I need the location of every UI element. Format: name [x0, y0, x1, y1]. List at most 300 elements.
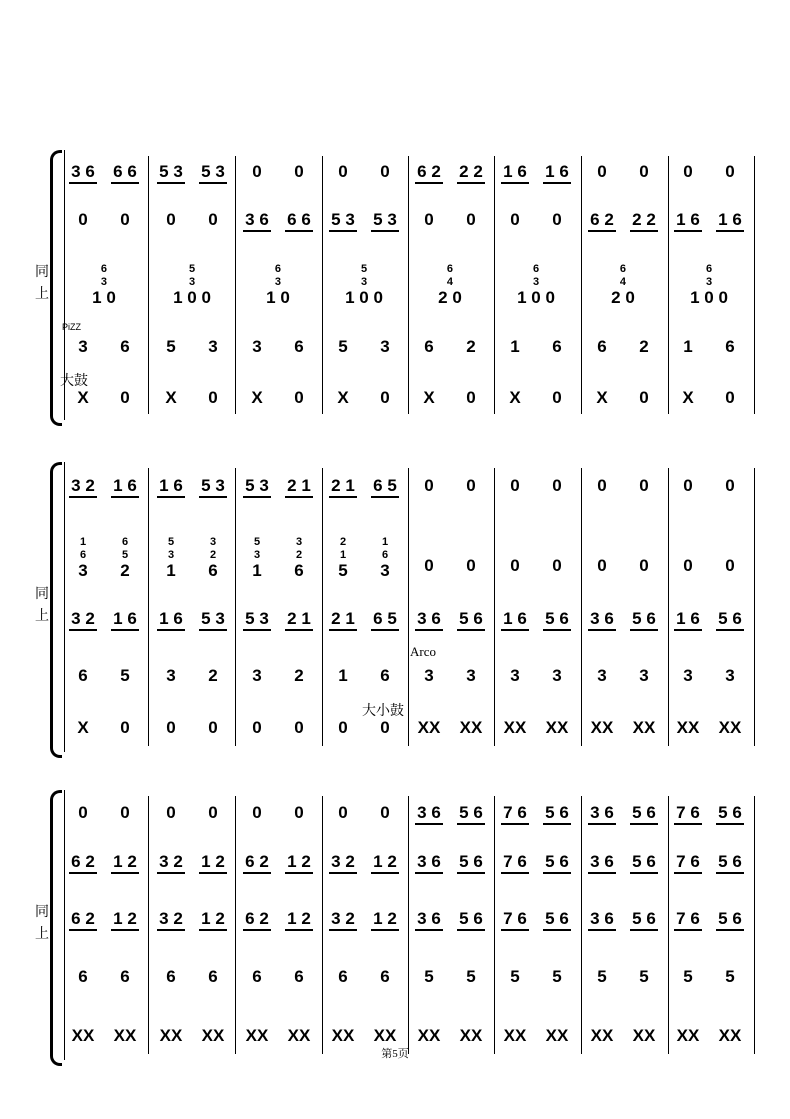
note-group: 3 — [597, 666, 607, 685]
note-group: 1 6 — [113, 476, 137, 495]
note-group: 1 2 — [201, 909, 225, 928]
chord-note: 3 — [380, 561, 390, 580]
barline — [235, 796, 236, 1054]
chord-stack — [266, 263, 290, 307]
beam-underline — [716, 629, 744, 631]
note-group: 5 3 — [331, 210, 355, 229]
note-group: 6 — [294, 337, 304, 356]
note-group: 3 6 — [417, 909, 441, 928]
note-group: 1 6 — [676, 210, 700, 229]
note-group: XX — [718, 718, 742, 737]
beam-underline — [630, 823, 658, 825]
chord-note: 6 — [619, 263, 627, 275]
note-group: 0 — [510, 476, 520, 495]
note-group: 0 — [252, 162, 262, 181]
beam-underline — [285, 496, 313, 498]
chord-note: 2 0 — [611, 288, 635, 307]
note-group: 0 — [294, 162, 304, 181]
note-group: XX — [590, 1026, 614, 1045]
barline — [581, 468, 582, 746]
note-group: 0 — [338, 718, 348, 737]
note-group: 6 — [338, 967, 348, 986]
chord-note: 2 0 — [438, 288, 462, 307]
chord-note: 5 — [188, 263, 196, 275]
note-group: XX — [459, 718, 483, 737]
note-group: 6 — [380, 666, 390, 685]
beam-underline — [415, 929, 443, 931]
beam-underline — [111, 929, 139, 931]
note-group: 1 2 — [287, 852, 311, 871]
note-group: 5 6 — [545, 852, 569, 871]
chord-note: 6 — [100, 263, 108, 275]
chord-note: 5 — [167, 536, 175, 548]
barline — [754, 468, 755, 746]
barline — [148, 468, 149, 746]
arco-marking: Arco — [410, 644, 436, 659]
chord-stack — [611, 263, 635, 307]
note-group: 1 6 — [159, 476, 183, 495]
chord-note: 6 — [294, 561, 304, 580]
chord-note: 3 — [209, 536, 217, 548]
beam-underline — [243, 629, 271, 631]
chord-stack — [438, 263, 462, 307]
note-group: XX — [718, 1026, 742, 1045]
barline — [494, 468, 495, 746]
note-group: 5 6 — [632, 803, 656, 822]
chord-note: 3 — [167, 549, 175, 561]
note-group: 0 — [466, 476, 476, 495]
note-group: X — [251, 388, 263, 407]
note-group: 0 — [639, 162, 649, 181]
instrument-label-char: 同 — [35, 586, 49, 602]
note-group: X — [423, 388, 435, 407]
chord-stack — [120, 536, 129, 580]
beam-underline — [716, 230, 744, 232]
barline — [408, 156, 409, 414]
beam-underline — [69, 872, 97, 874]
note-group: 6 — [120, 967, 130, 986]
beam-underline — [588, 629, 616, 631]
note-group: 2 1 — [331, 609, 355, 628]
note-group: XX — [503, 1026, 527, 1045]
note-group: 0 — [683, 162, 693, 181]
note-group: 3 2 — [159, 852, 183, 871]
beam-underline — [69, 182, 97, 184]
note-group: XX — [503, 718, 527, 737]
note-group: 3 — [510, 666, 520, 685]
beam-underline — [716, 872, 744, 874]
note-group: 1 6 — [503, 609, 527, 628]
system-start-line — [64, 790, 65, 1060]
note-group: X — [77, 388, 89, 407]
note-group: 6 — [380, 967, 390, 986]
chord-note: 1 0 0 — [517, 288, 555, 307]
note-group: 3 2 — [331, 852, 355, 871]
barline — [754, 156, 755, 414]
chord-note: 4 — [619, 276, 627, 288]
note-group: 5 — [424, 967, 434, 986]
beam-underline — [285, 629, 313, 631]
beam-underline — [157, 182, 185, 184]
note-group: X — [596, 388, 608, 407]
note-group: 0 — [639, 556, 649, 575]
barline — [668, 796, 669, 1054]
note-group: 5 — [597, 967, 607, 986]
beam-underline — [111, 629, 139, 631]
barline — [668, 468, 669, 746]
chord-note: 1 0 0 — [345, 288, 383, 307]
beam-underline — [501, 182, 529, 184]
chord-note: 3 — [532, 276, 540, 288]
beam-underline — [457, 182, 485, 184]
beam-underline — [111, 182, 139, 184]
beam-underline — [69, 629, 97, 631]
note-group: 0 — [380, 803, 390, 822]
note-group: 3 — [380, 337, 390, 356]
chord-stack — [690, 263, 728, 307]
beam-underline — [329, 230, 357, 232]
note-group: 7 6 — [676, 852, 700, 871]
note-group: 1 2 — [287, 909, 311, 928]
barline — [494, 796, 495, 1054]
note-group: 6 — [166, 967, 176, 986]
beam-underline — [457, 629, 485, 631]
chord-stack — [92, 263, 116, 307]
beam-underline — [630, 230, 658, 232]
note-group: 0 — [597, 162, 607, 181]
instrument-label-char: 同 — [35, 904, 49, 920]
beam-underline — [674, 230, 702, 232]
note-group: 5 6 — [545, 609, 569, 628]
chord-note: 6 — [79, 549, 87, 561]
instrument-label — [34, 901, 50, 945]
note-group: 3 — [208, 337, 218, 356]
barline — [235, 156, 236, 414]
note-group: 1 2 — [373, 852, 397, 871]
chord-note: 1 — [252, 561, 262, 580]
note-group: 5 3 — [373, 210, 397, 229]
note-group: XX — [632, 718, 656, 737]
note-group: 3 2 — [71, 609, 95, 628]
note-group: XX — [545, 718, 569, 737]
beam-underline — [415, 872, 443, 874]
note-group: XX — [676, 718, 700, 737]
beam-underline — [69, 929, 97, 931]
chord-note: 1 0 — [92, 288, 116, 307]
note-group: 7 6 — [503, 852, 527, 871]
note-group: 1 2 — [113, 852, 137, 871]
note-group: 3 — [252, 337, 262, 356]
beam-underline — [199, 929, 227, 931]
note-group: X — [165, 388, 177, 407]
beam-underline — [199, 629, 227, 631]
beam-underline — [588, 872, 616, 874]
beam-underline — [501, 929, 529, 931]
note-group: 6 — [597, 337, 607, 356]
note-group: 3 — [166, 666, 176, 685]
note-group: 5 6 — [718, 609, 742, 628]
chord-note: 1 0 0 — [173, 288, 211, 307]
note-group: 0 — [120, 718, 130, 737]
page-number: 第5页 — [381, 1048, 409, 1060]
note-group: 0 — [725, 388, 735, 407]
chord-note: 3 — [360, 276, 368, 288]
note-group: 5 6 — [718, 909, 742, 928]
beam-underline — [285, 872, 313, 874]
note-group: 6 — [120, 337, 130, 356]
note-group: 0 — [166, 803, 176, 822]
note-group: 0 — [208, 803, 218, 822]
note-group: 1 6 — [718, 210, 742, 229]
system-brace — [50, 790, 62, 1066]
note-group: 3 6 — [590, 909, 614, 928]
note-group: 3 — [639, 666, 649, 685]
chord-note: 3 — [295, 536, 303, 548]
barline — [408, 468, 409, 746]
note-group: 3 2 — [331, 909, 355, 928]
note-group: 5 6 — [459, 609, 483, 628]
note-group: 6 — [78, 967, 88, 986]
chord-stack — [166, 536, 175, 580]
note-group: 0 — [552, 556, 562, 575]
chord-stack — [208, 536, 217, 580]
barline — [148, 796, 149, 1054]
note-group: 5 6 — [632, 909, 656, 928]
beam-underline — [329, 629, 357, 631]
beam-underline — [285, 230, 313, 232]
note-group: 0 — [294, 388, 304, 407]
chord-stack — [345, 263, 383, 307]
note-group: XX — [287, 1026, 311, 1045]
beam-underline — [543, 629, 571, 631]
beam-underline — [415, 182, 443, 184]
note-group: 0 — [380, 388, 390, 407]
chord-note: 2 — [120, 561, 130, 580]
beam-underline — [157, 496, 185, 498]
note-group: XX — [676, 1026, 700, 1045]
note-group: 0 — [683, 476, 693, 495]
note-group: 0 — [120, 803, 130, 822]
note-group: 5 3 — [201, 476, 225, 495]
chord-note: 1 — [166, 561, 176, 580]
note-group: 5 6 — [545, 909, 569, 928]
note-group: 0 — [466, 388, 476, 407]
chord-note: 3 — [705, 276, 713, 288]
chord-note: 2 — [209, 549, 217, 561]
note-group: 6 2 — [245, 852, 269, 871]
note-group: 0 — [552, 388, 562, 407]
note-group: 3 6 — [417, 609, 441, 628]
note-group: X — [682, 388, 694, 407]
pizz-marking: PiZZ — [62, 322, 81, 332]
note-group: 0 — [725, 476, 735, 495]
note-group: 0 — [597, 476, 607, 495]
chord-note: 4 — [446, 276, 454, 288]
note-group: XX — [245, 1026, 269, 1045]
barline — [148, 156, 149, 414]
note-group: 5 — [510, 967, 520, 986]
note-group: 0 — [510, 556, 520, 575]
note-group: 0 — [120, 210, 130, 229]
note-group: 5 — [639, 967, 649, 986]
beam-underline — [588, 929, 616, 931]
note-group: XX — [373, 1026, 397, 1045]
note-group: 0 — [639, 476, 649, 495]
note-group: 3 — [725, 666, 735, 685]
beam-underline — [674, 823, 702, 825]
barline — [581, 796, 582, 1054]
beam-underline — [329, 929, 357, 931]
note-group: 5 6 — [718, 803, 742, 822]
chord-note: 6 — [208, 561, 218, 580]
note-group: X — [337, 388, 349, 407]
note-group: 5 — [683, 967, 693, 986]
beam-underline — [243, 872, 271, 874]
note-group: 0 — [380, 162, 390, 181]
note-group: 7 6 — [503, 909, 527, 928]
note-group: 3 6 — [417, 803, 441, 822]
beam-underline — [199, 182, 227, 184]
note-group: 6 6 — [287, 210, 311, 229]
beam-underline — [457, 872, 485, 874]
beam-underline — [674, 929, 702, 931]
note-group: 2 2 — [632, 210, 656, 229]
note-group: 5 3 — [201, 162, 225, 181]
chord-note: 3 — [274, 276, 282, 288]
note-group: 3 — [683, 666, 693, 685]
note-group: 2 — [639, 337, 649, 356]
note-group: 0 — [510, 210, 520, 229]
beam-underline — [630, 629, 658, 631]
barline — [668, 156, 669, 414]
note-group: 6 — [208, 967, 218, 986]
beam-underline — [329, 496, 357, 498]
note-group: 6 2 — [590, 210, 614, 229]
note-group: 0 — [294, 803, 304, 822]
beam-underline — [371, 629, 399, 631]
note-group: 0 — [208, 718, 218, 737]
beam-underline — [199, 872, 227, 874]
note-group: 2 — [294, 666, 304, 685]
note-group: 6 — [78, 666, 88, 685]
note-group: 3 — [252, 666, 262, 685]
beam-underline — [371, 230, 399, 232]
note-group: XX — [417, 718, 441, 737]
chord-stack — [252, 536, 261, 580]
note-group: 7 6 — [676, 909, 700, 928]
barline — [494, 156, 495, 414]
note-group: 1 6 — [159, 609, 183, 628]
note-group: 5 — [166, 337, 176, 356]
note-group: 1 6 — [113, 609, 137, 628]
chord-note: 5 — [253, 536, 261, 548]
note-group: 0 — [466, 556, 476, 575]
note-group: 3 6 — [590, 803, 614, 822]
beam-underline — [157, 629, 185, 631]
beam-underline — [157, 929, 185, 931]
chord-note: 5 — [338, 561, 348, 580]
note-group: 5 6 — [632, 609, 656, 628]
barline — [322, 796, 323, 1054]
note-group: 0 — [424, 476, 434, 495]
beam-underline — [371, 496, 399, 498]
instrument-label-char: 上 — [35, 608, 49, 624]
beam-underline — [457, 823, 485, 825]
note-group: 0 — [424, 556, 434, 575]
note-group: XX — [545, 1026, 569, 1045]
note-group: 0 — [639, 388, 649, 407]
bass-drum-label: 大鼓 — [60, 373, 88, 389]
note-group: 5 3 — [245, 476, 269, 495]
note-group: 5 6 — [459, 852, 483, 871]
instrument-label-char: 上 — [35, 286, 49, 302]
beam-underline — [501, 872, 529, 874]
note-group: 0 — [338, 162, 348, 181]
system-brace — [50, 462, 62, 758]
note-group: 0 — [683, 556, 693, 575]
chord-note: 1 — [79, 536, 87, 548]
note-group: 3 2 — [71, 476, 95, 495]
beam-underline — [543, 929, 571, 931]
note-group: 3 6 — [417, 852, 441, 871]
note-group: 0 — [597, 556, 607, 575]
note-group: 1 2 — [373, 909, 397, 928]
beam-underline — [630, 872, 658, 874]
note-group: 5 6 — [545, 803, 569, 822]
note-group: 0 — [208, 210, 218, 229]
chord-stack — [78, 536, 87, 580]
note-group: 7 6 — [676, 803, 700, 822]
note-group: 0 — [166, 210, 176, 229]
note-group: 2 1 — [287, 476, 311, 495]
note-group: 0 — [338, 803, 348, 822]
chord-note: 3 — [188, 276, 196, 288]
note-group: 1 6 — [676, 609, 700, 628]
beam-underline — [543, 872, 571, 874]
barline — [322, 468, 323, 746]
note-group: XX — [459, 1026, 483, 1045]
note-group: X — [77, 718, 89, 737]
note-group: 0 — [466, 210, 476, 229]
beam-underline — [543, 823, 571, 825]
note-group: 3 — [552, 666, 562, 685]
beam-underline — [588, 230, 616, 232]
beam-underline — [243, 929, 271, 931]
note-group: 0 — [78, 803, 88, 822]
note-group: 2 1 — [331, 476, 355, 495]
note-group: 6 6 — [113, 162, 137, 181]
chord-stack — [294, 536, 303, 580]
note-group: 5 6 — [718, 852, 742, 871]
beam-underline — [501, 823, 529, 825]
note-group: 5 3 — [245, 609, 269, 628]
note-group: 6 — [252, 967, 262, 986]
note-group: 2 1 — [287, 609, 311, 628]
note-group: 1 2 — [113, 909, 137, 928]
chord-note: 5 — [121, 549, 129, 561]
note-group: 0 — [380, 718, 390, 737]
chord-note: 2 — [339, 536, 347, 548]
beam-underline — [371, 872, 399, 874]
note-group: 5 — [466, 967, 476, 986]
note-group: 1 6 — [545, 162, 569, 181]
beam-underline — [716, 823, 744, 825]
note-group: XX — [417, 1026, 441, 1045]
note-group: 3 — [466, 666, 476, 685]
beam-underline — [415, 629, 443, 631]
chord-note: 6 — [705, 263, 713, 275]
note-group: 5 6 — [632, 852, 656, 871]
